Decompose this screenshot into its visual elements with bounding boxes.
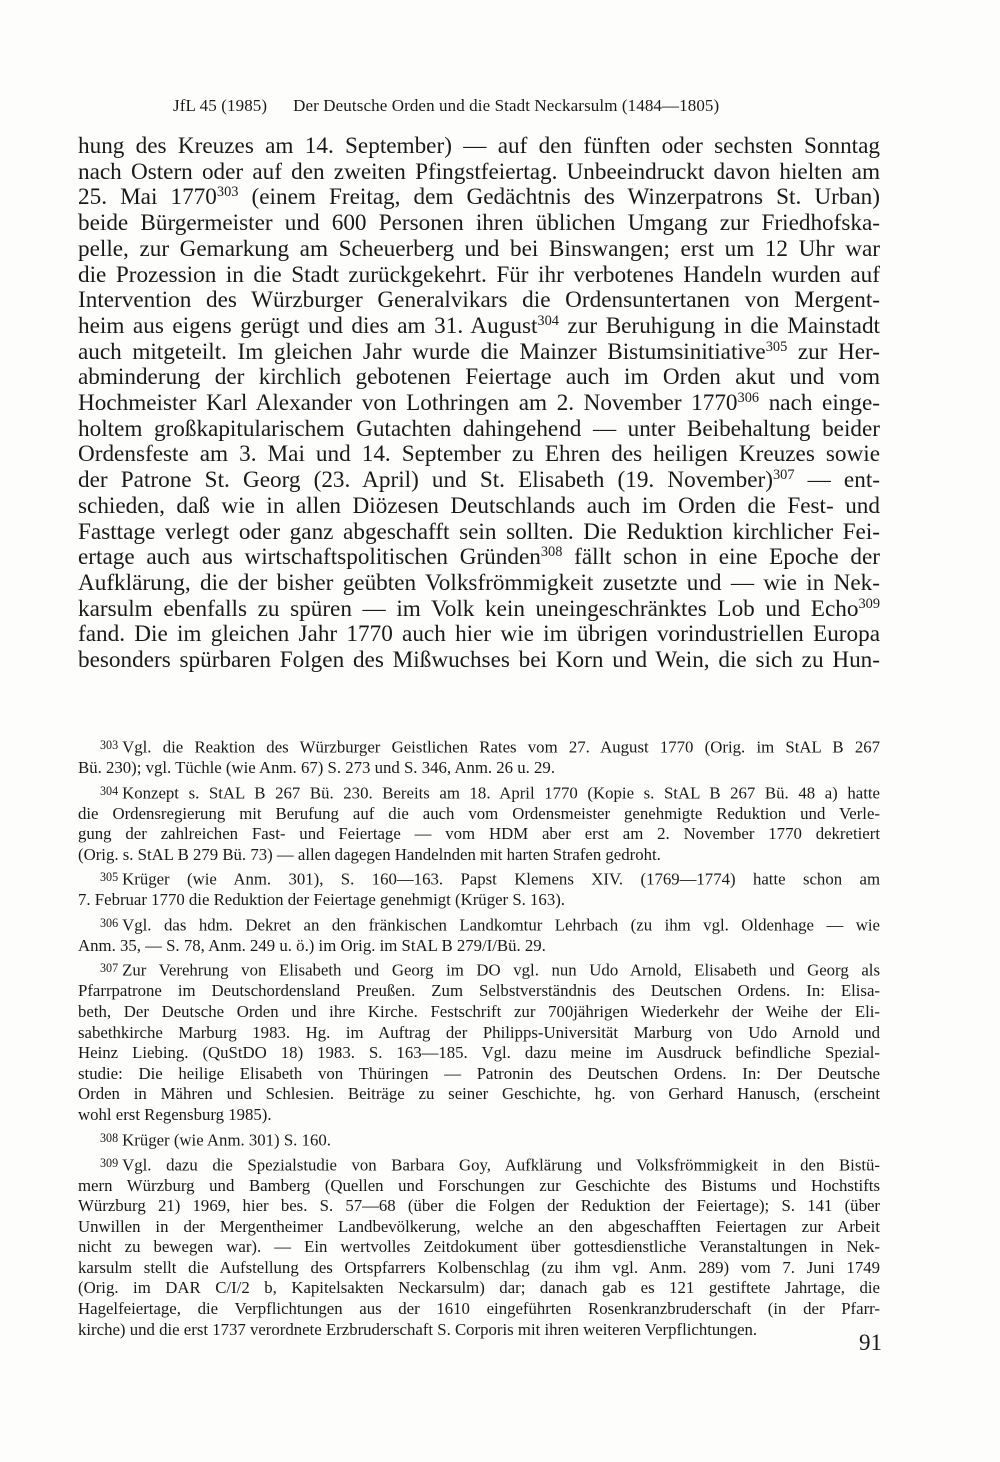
- footnote-line: [78, 958, 880, 981]
- footnote-ref-304: 304: [537, 313, 559, 330]
- footnote-text: gung der zahlreichen Fast- und Feiertage — vom HDM aber erst am 2. November 1770 dekretiert: [78, 824, 880, 844]
- footnote-text: Bü. 230); vgl. Tüchle (wie Anm. 67) S. 273 und S. 346, Anm. 26 u. 29.: [78, 757, 556, 777]
- footnote-text: karsulm stellt die Aufstellung des Ortspfarrers Kolbenschlag (zu ihm vgl. Anm. 289) vom 7. Juni 1749: [78, 1257, 880, 1277]
- footnote-text: Krüger (wie Anm. 301) S. 160.: [122, 1129, 331, 1149]
- footnote-ref-307: 307: [772, 467, 795, 484]
- footnote-line: [78, 890, 880, 911]
- text-line: besonders spürbaren Folgen des Mißwuchses bei Korn und Wein, die sich zu Hun-: [78, 647, 880, 674]
- footnote-text: Pfarrpatrone im Deutschordensland Preußen. Zum Selbstverständnis des Deutschen Ordens. In: Elisa-: [78, 981, 880, 1001]
- footnote-line: [78, 1002, 880, 1023]
- footnote-text: Orden in Mähren und Schlesien. Beiträge zu seiner Geschichte, hg. von Gerhard Hanusch, (erscheint: [78, 1084, 880, 1104]
- footnote-line: [78, 1064, 880, 1085]
- footnote-305: [78, 867, 880, 911]
- footnote-line: [78, 1176, 880, 1197]
- footnote-text: Würzburg 21) 1969, hier bes. S. 57—68 (über die Folgen der Reduktion der Feiertage); S. 141 (über: [78, 1196, 880, 1216]
- footnote-text: Zur Verehrung von Elisabeth und Georg im DO vgl. nun Udo Arnold, Elisabeth und Georg als: [122, 960, 880, 980]
- footnote-line: [78, 1237, 880, 1258]
- footnote-line: [78, 981, 880, 1002]
- text-line: Aufklärung, die der bisher geübten Volksfrömmigkeit zusetzte und — wie in Nek-: [78, 569, 880, 596]
- footnote-text: Vgl. dazu die Spezialstudie von Barbara Goy, Aufklärung und Volksfrömmigkeit in den Bistü-: [122, 1154, 880, 1174]
- footnote-text: Heinz Liebing. (QuStDO 18) 1983. S. 163—185. Vgl. dazu meine im Ausdruck befindliche Spezial-: [78, 1043, 880, 1063]
- footnote-number: 305: [100, 870, 119, 885]
- footnote-text: Vgl. das hdm. Dekret an den fränkischen Landkomtur Lehrbach (zu ihm vgl. Oldenhage — wie: [122, 915, 880, 935]
- text-line: Intervention des Würzburger Generalvikars die Ordensuntertanen von Mergent-: [78, 287, 880, 314]
- footnote-line: [78, 1320, 880, 1341]
- footnote-text: Hagelfeiertage, die Verpflichtungen aus der 1610 eingeführten Rosenkranzbruderschaft (in der Pfarr-: [78, 1299, 880, 1319]
- text-line: pelle, zur Gemarkung am Scheuerberg und bei Binswangen; erst um 12 Uhr war: [78, 235, 880, 262]
- footnote-text: die Ordensregierung mit Berufung auf die auch vom Ordensmeister genehmigte Reduktion und Verle-: [78, 803, 880, 823]
- footnote-text: Unwillen in der Mergentheimer Landbevölkerung, welche an den abgeschafften Feiertagen zur Arbeit: [78, 1216, 880, 1236]
- footnote-text: nicht zu bewegen war). — Ein wertvolles Zeitdokument über gottesdienstliche Veranstaltungen in Nek-: [78, 1237, 880, 1257]
- footnote-306: [78, 913, 880, 957]
- text-line: karsulm ebenfalls zu spüren — im Volk kein uneingeschränktes Lob und Echo$^{309}$: [78, 595, 880, 622]
- footnote-line: [78, 781, 880, 804]
- text-line: Fasttage verlegt oder ganz abgeschafft sein sollten. Die Reduktion kirchlicher Fei-: [78, 518, 880, 545]
- footnote-text: sabethkirche Marburg 1983. Hg. im Auftrag der Philipps-Universität Marburg von Udo Arnold und: [78, 1022, 880, 1042]
- text-line: schieden, daß wie in allen Diözesen Deutschlands auch im Orden die Fest- und: [78, 492, 880, 519]
- footnote-number: 304: [100, 783, 119, 798]
- footnote-ref-306: 306: [737, 390, 760, 407]
- main-text: [78, 134, 880, 674]
- footnote-number: 303: [100, 738, 119, 752]
- footnote-text: kirche) und die erst 1737 verordnete Erzbruderschaft S. Corporis mit ihren weiteren Verpflichtungen.: [78, 1319, 758, 1339]
- footnotes-section: [78, 735, 880, 1342]
- footnote-text: (Orig. s. StAL B 279 Bü. 73) — allen dagegen Handelnden mit harten Strafen gedroht.: [78, 844, 661, 864]
- text-line: Ordensfeste am 3. Mai und 14. September zu Ehren des heiligen Kreuzes sowie: [78, 441, 880, 468]
- text-line: der Patrone St. Georg (23. April) und St. Elisabeth (19. November)$^{307}$ — ent-: [78, 467, 880, 494]
- footnote-line: [78, 1023, 880, 1044]
- text-line: 25. Mai 1770$^{303}$ (einem Freitag, dem Gedächtnis des Winzerpatrons St. Urban): [78, 184, 880, 211]
- footnote-line: [78, 1043, 880, 1064]
- text-line: ertage auch aus wirtschaftspolitischen Gründen$^{308}$ fällt schon in eine Epoche der: [78, 544, 880, 571]
- footnote-line: [78, 758, 880, 779]
- footnote-number: 307: [100, 961, 119, 976]
- text-line: abminderung der kirchlich gebotenen Feiertage auch im Orden akut und vom: [78, 364, 880, 391]
- footnote-line: [78, 804, 880, 825]
- footnote-line: [78, 845, 880, 866]
- text-line: hung des Kreuzes am 14. September) — auf den fünften oder sechsten Sonntag: [78, 133, 880, 159]
- footnote-text: beth, Der Deutsche Orden und ihre Kirche. Festschrift zur 700jährigen Wiederkehr der Weihe der Eli-: [78, 1002, 880, 1021]
- footnote-304: [78, 781, 880, 866]
- text-line: holtem großkapitularischem Gutachten dahingehend — unter Beibehaltung beider: [78, 415, 880, 442]
- article-title: Der Deutsche Orden und die Stadt Neckarsulm (1484—1805): [293, 96, 720, 115]
- footnote-309: [78, 1153, 880, 1341]
- footnote-text: mern Würzburg und Bamberg (Quellen und Forschungen zur Geschichte des Bistums und Hochstifts: [78, 1175, 880, 1195]
- footnote-text: 7. Februar 1770 die Reduktion der Feiertage genehmigt (Krüger S. 163).: [78, 890, 566, 910]
- footnote-308: [78, 1128, 880, 1151]
- footnote-text: wohl erst Regensburg 1985).: [78, 1104, 272, 1124]
- footnote-text: Vgl. die Reaktion des Würzburger Geistlichen Rates vom 27. August 1770 (Orig. im StAL B 267: [122, 737, 880, 757]
- running-head: [173, 95, 893, 117]
- footnote-text: Konzept s. StAL B 267 Bü. 230. Bereits am 18. April 1770 (Kopie s. StAL B 267 Bü. 48 a) hatte: [122, 782, 880, 802]
- text-line: fand. Die im gleichen Jahr 1770 auch hier wie im übrigen vorindustriellen Europa: [78, 621, 880, 648]
- footnote-line: [78, 1217, 880, 1238]
- text-line: nach Ostern oder auf den zweiten Pfingstfeiertag. Unbeeindruckt davon hielten am: [78, 158, 880, 185]
- page-number: 91: [859, 1330, 882, 1355]
- footnote-text: Anm. 35, — S. 78, Anm. 249 u. ö.) im Orig. im StAL B 279/I/Bü. 29.: [78, 935, 546, 955]
- footnote-line: [78, 913, 880, 936]
- text-line: beide Bürgermeister und 600 Personen ihren üblichen Umgang zur Friedhofska-: [78, 210, 880, 237]
- text-line: heim aus eigens gerügt und dies am 31. August$^{304}$ zur Beruhigung in die Mainstadt: [78, 312, 880, 339]
- footnote-number: 306: [100, 915, 119, 930]
- footnote-line: [78, 1278, 880, 1299]
- footnote-number: 308: [100, 1130, 119, 1145]
- text-line: auch mitgeteilt. Im gleichen Jahr wurde die Mainzer Bistumsinitiative$^{305}$ zur Her-: [78, 338, 880, 365]
- text-line: die Prozession in die Stadt zurückgekehrt. Für ihr verbotenes Handeln wurden auf: [78, 261, 880, 288]
- footnote-line: [78, 1105, 880, 1126]
- footnote-line: [78, 1196, 880, 1217]
- journal-reference: JfL 45 (1985): [173, 96, 268, 115]
- footnote-line: [78, 1258, 880, 1279]
- footnote-ref-303: 303: [216, 184, 239, 201]
- footnote-line: [78, 1128, 880, 1151]
- main-paragraph: [78, 134, 880, 674]
- footnote-text: Krüger (wie Anm. 301), S. 160—163. Papst Klemens XIV. (1769—1774) hatte schon am: [122, 869, 880, 889]
- footnote-307: [78, 958, 880, 1125]
- footnote-line: [78, 735, 880, 758]
- text-line: Hochmeister Karl Alexander von Lothringen am 2. November 1770$^{306}$ nach einge-: [78, 390, 880, 417]
- footnote-line: [78, 936, 880, 957]
- footnote-ref-305: 305: [765, 338, 788, 355]
- footnote-ref-309: 309: [858, 595, 880, 612]
- footnote-text: studie: Die heilige Elisabeth von Thüringen — Patronin des Deutschen Ordens. In: Der Deutsche: [78, 1063, 880, 1083]
- footnote-line: [78, 824, 880, 845]
- footnote-number: 309: [100, 1155, 119, 1170]
- footnote-303: [78, 735, 880, 779]
- footnote-line: [78, 867, 880, 890]
- footnote-ref-308: 308: [540, 544, 563, 561]
- footnote-line: [78, 1299, 880, 1320]
- footnote-text: (Orig. im DAR C/I/2 b, Kapitelsakten Neckarsulm) dar; danach gab es 121 gestiftete Jahrtage, die: [78, 1278, 880, 1298]
- footnote-line: [78, 1084, 880, 1105]
- footnote-line: [78, 1153, 880, 1176]
